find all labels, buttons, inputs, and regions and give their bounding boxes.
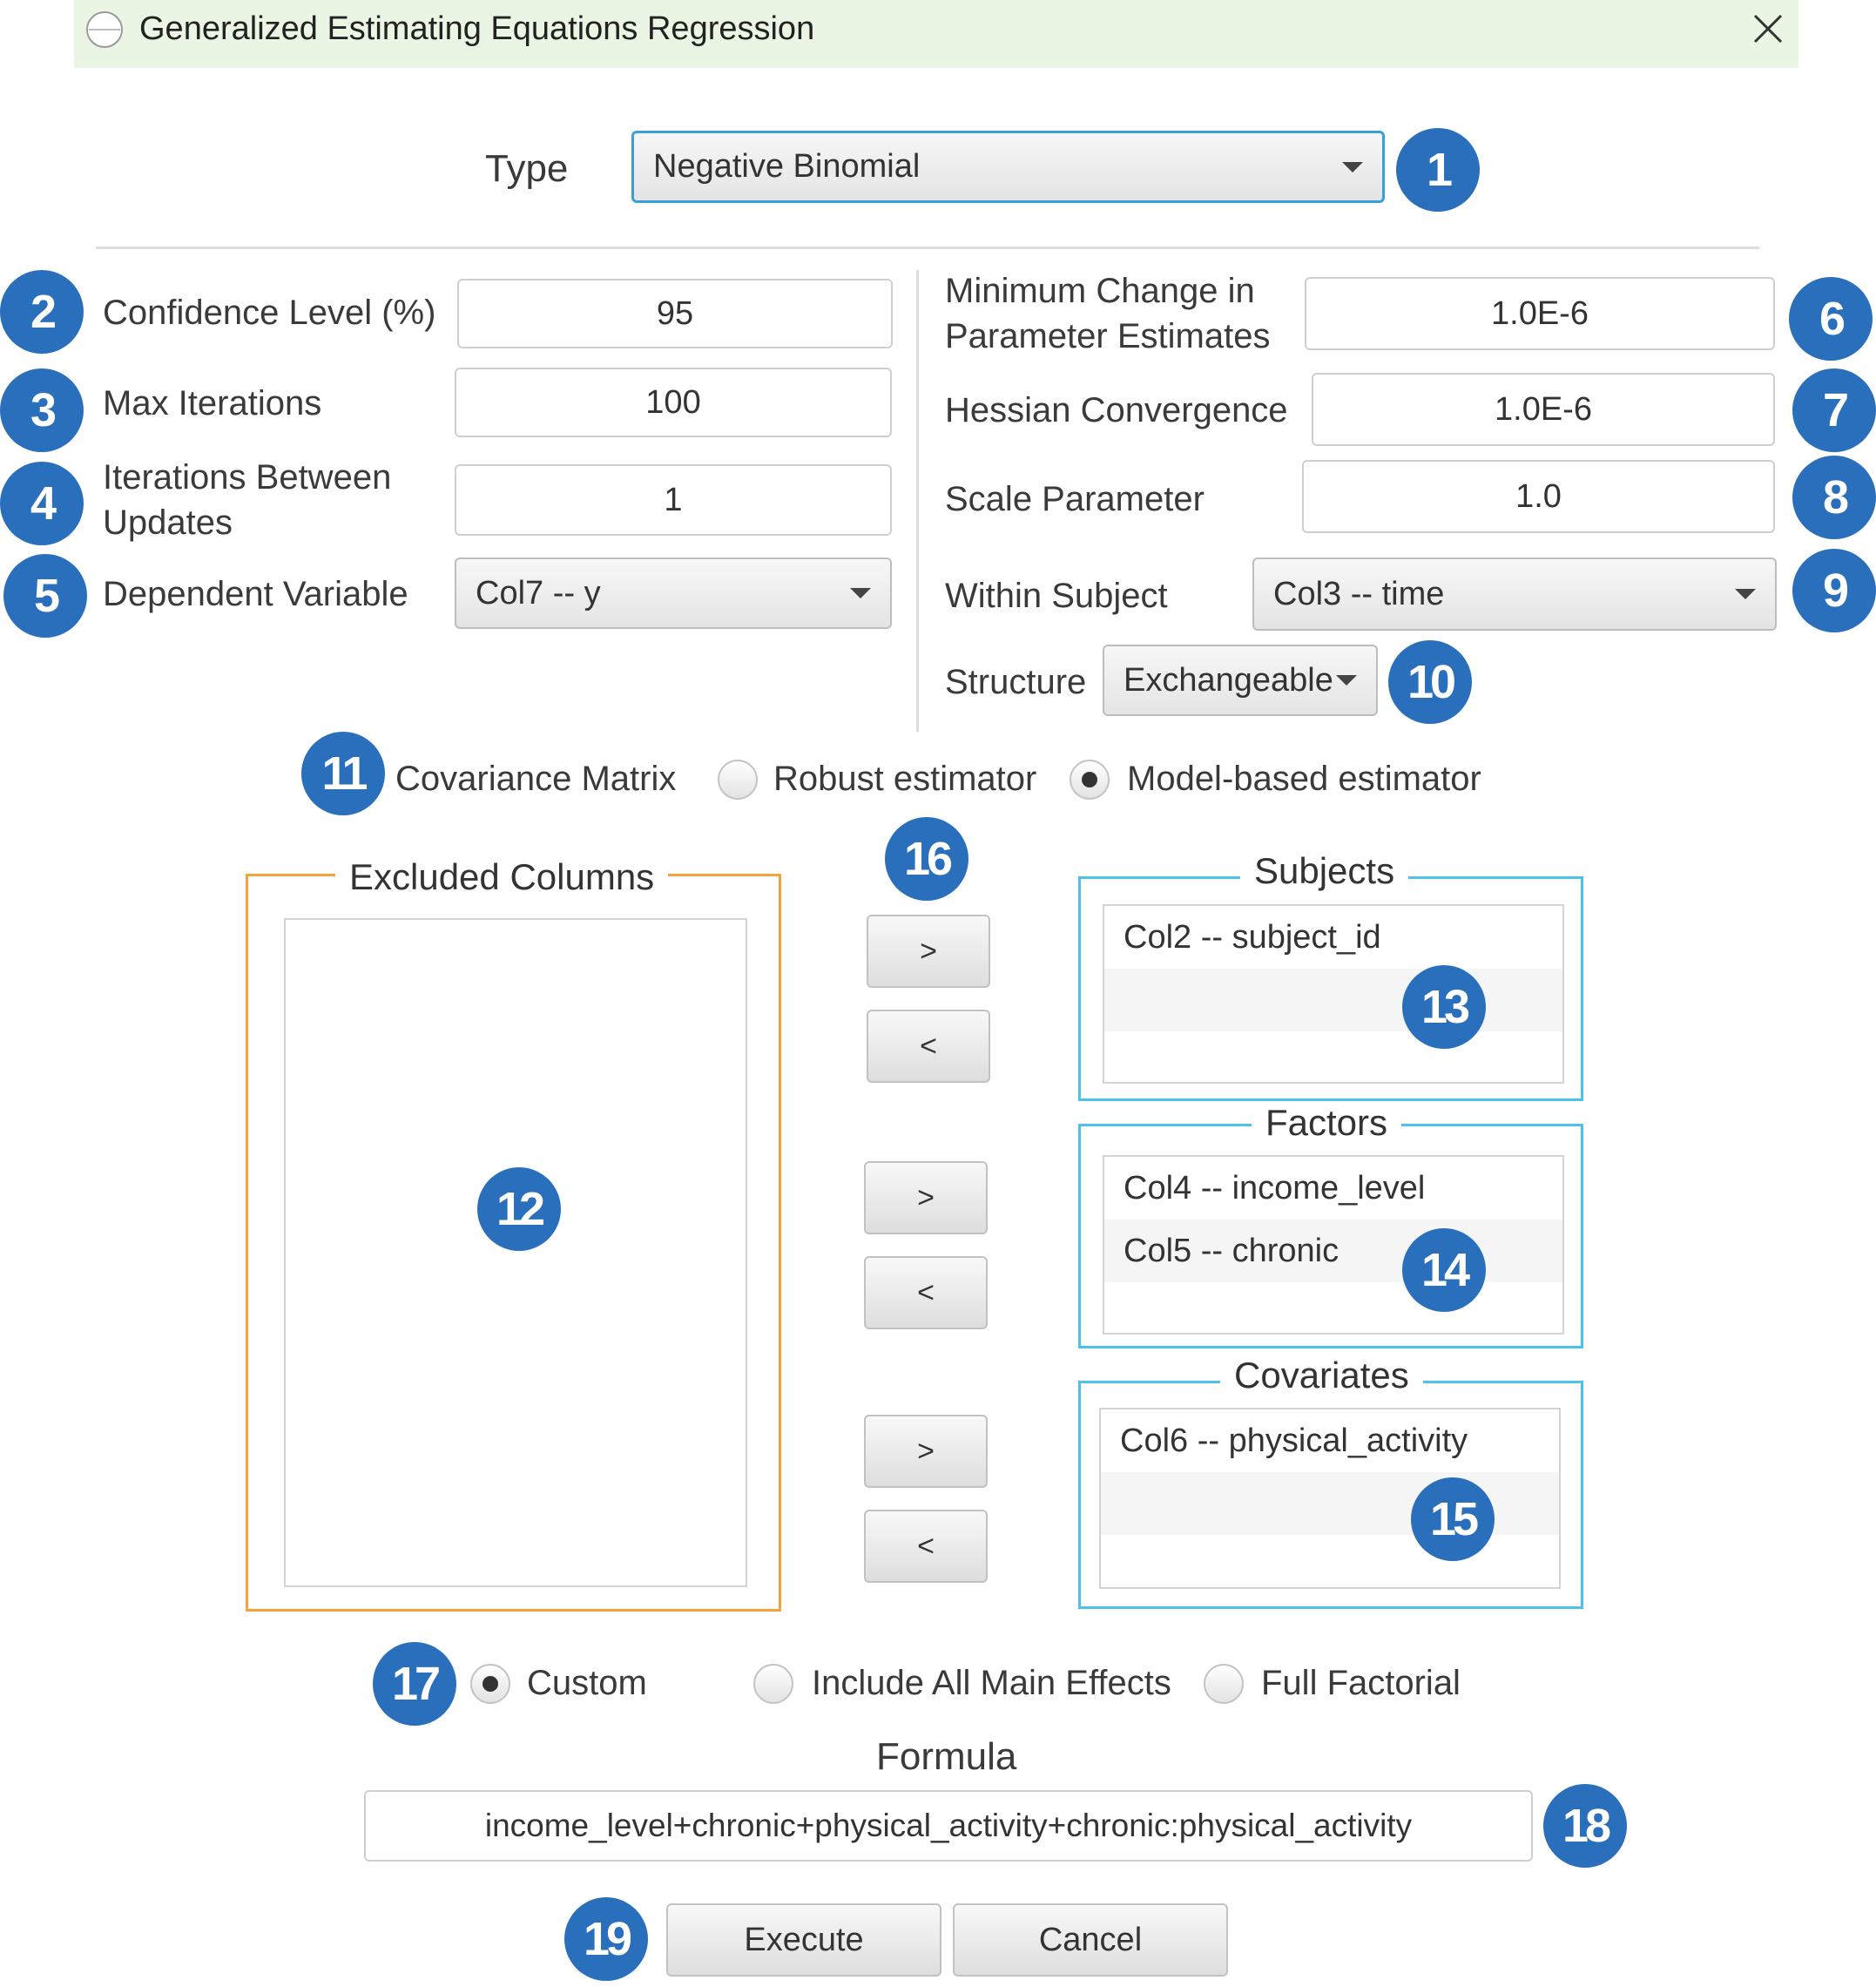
formula-label: Formula [876,1735,1017,1778]
covariates-list[interactable] [1099,1408,1561,1589]
scale-input[interactable]: 1.0 [1302,460,1775,533]
type-select-value: Negative Binomial [653,148,921,185]
custom-radio[interactable] [470,1664,510,1704]
badge-11: 11 [301,732,385,815]
chevron-down-icon [1336,675,1357,686]
badge-3: 3 [0,368,84,452]
divider-horizontal [96,247,1759,249]
max-iterations-label: Max Iterations [103,384,322,422]
badge-8: 8 [1792,456,1876,539]
max-iterations-input[interactable]: 100 [455,368,892,437]
within-subject-value: Col3 -- time [1273,575,1445,612]
min-change-label: Minimum Change in [945,272,1255,310]
cancel-button[interactable]: Cancel [953,1903,1228,1977]
covariance-label: Covariance Matrix [395,760,677,798]
badge-13: 13 [1402,965,1486,1049]
within-subject-select[interactable] [1252,558,1777,631]
robust-estimator-label[interactable]: Robust estimator [773,760,1037,798]
add-covariate-button[interactable]: > [864,1415,988,1488]
badge-17: 17 [373,1642,456,1726]
remove-covariate-button[interactable]: < [864,1510,988,1583]
chevron-down-icon [1342,162,1363,172]
remove-subject-button[interactable]: < [867,1010,990,1083]
type-select[interactable] [631,131,1385,203]
excluded-columns-title: Excluded Columns [335,856,668,898]
badge-14: 14 [1402,1228,1486,1312]
subjects-title: Subjects [1240,850,1408,892]
list-item[interactable]: Col2 -- subject_id [1124,918,1381,956]
badge-7: 7 [1792,368,1876,452]
dependent-variable-select[interactable] [455,558,892,629]
iterations-between-label-2: Updates [103,504,233,542]
list-item[interactable]: Col5 -- chronic [1104,1220,1562,1282]
within-subject-label: Within Subject [945,577,1168,615]
scale-label: Scale Parameter [945,480,1205,518]
remove-factor-button[interactable]: < [864,1256,988,1329]
formula-input[interactable]: income_level+chronic+physical_activity+chronic:physical_activity [364,1790,1533,1862]
dependent-variable-label: Dependent Variable [103,575,408,613]
factors-title: Factors [1252,1102,1401,1144]
confidence-label: Confidence Level (%) [103,294,436,332]
badge-9: 9 [1792,549,1876,632]
structure-value: Exchangeable [1124,661,1333,699]
app-icon [84,9,125,51]
robust-estimator-radio[interactable] [718,760,758,800]
subjects-list[interactable] [1103,904,1564,1084]
list-item-empty [1104,969,1562,1031]
hessian-label: Hessian Convergence [945,391,1288,429]
confidence-input[interactable]: 95 [457,279,893,348]
badge-12: 12 [477,1167,561,1251]
add-subject-button[interactable]: > [867,915,990,988]
iterations-between-label: Iterations Between [103,458,392,497]
list-item[interactable]: Col4 -- income_level [1124,1169,1426,1206]
excluded-columns-list[interactable] [284,918,747,1587]
window-title: Generalized Estimating Equations Regression [139,10,815,47]
divider-vertical [916,270,919,732]
badge-5: 5 [3,554,87,638]
main-effects-radio[interactable] [753,1664,793,1704]
badge-6: 6 [1789,277,1873,361]
badge-15: 15 [1411,1477,1495,1561]
list-item[interactable]: Col6 -- physical_activity [1120,1422,1468,1459]
badge-18: 18 [1543,1784,1627,1868]
structure-select[interactable] [1103,645,1378,716]
iterations-between-input[interactable]: 1 [455,464,892,536]
badge-1: 1 [1396,128,1480,212]
hessian-input[interactable]: 1.0E-6 [1312,373,1775,446]
full-factorial-radio[interactable] [1204,1664,1244,1704]
execute-button[interactable]: Execute [666,1903,941,1977]
chevron-down-icon [1735,589,1756,599]
close-icon[interactable] [1746,7,1790,51]
factors-list[interactable] [1103,1155,1564,1335]
model-based-estimator-radio[interactable] [1070,760,1110,800]
type-label: Type [485,147,569,190]
custom-label[interactable]: Custom [527,1664,647,1702]
full-factorial-label[interactable]: Full Factorial [1261,1664,1461,1702]
badge-10: 10 [1388,640,1472,724]
badge-4: 4 [0,462,84,545]
add-factor-button[interactable]: > [864,1161,988,1234]
min-change-label-2: Parameter Estimates [945,317,1271,355]
badge-2: 2 [0,270,84,354]
model-based-estimator-label[interactable]: Model-based estimator [1127,760,1481,798]
badge-19: 19 [564,1897,648,1981]
chevron-down-icon [850,588,871,598]
structure-label: Structure [945,663,1087,701]
covariates-title: Covariates [1220,1355,1423,1396]
main-effects-label[interactable]: Include All Main Effects [812,1664,1171,1702]
min-change-input[interactable]: 1.0E-6 [1305,277,1775,350]
dependent-variable-value: Col7 -- y [476,574,601,612]
badge-16: 16 [885,817,968,901]
